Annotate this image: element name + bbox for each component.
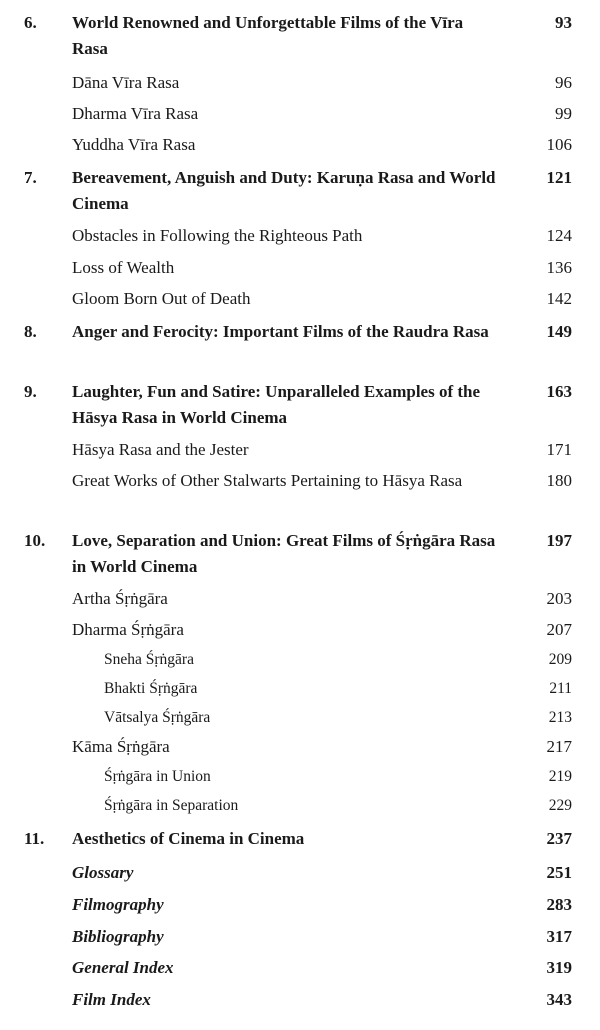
page-number: 124 [546,226,572,245]
section-title: Gloom Born Out of Death [72,289,251,308]
chapter-title: Love, Separation and Union: Great Films of Śṛṅgāra Rasa in World Cinema [72,531,496,576]
section-title: Loss of Wealth [72,258,175,277]
section-title: Kāma Śṛṅgāra [72,737,170,756]
page-number: 213 [548,709,572,726]
chapter-number: 10. [24,531,46,550]
page-number: 171 [546,440,572,459]
subsection-title: Śṛṅgāra in Union [104,768,211,785]
chapter-number: 7. [24,168,37,187]
page-number: 211 [549,680,572,697]
back-matter-title: Bibliography [72,927,164,946]
page-number: 149 [546,322,572,341]
page-number: 163 [546,382,572,401]
chapter-title: World Renowned and Unforgettable Films of the Vīra Rasa [72,13,464,58]
page-number: 180 [546,471,572,490]
page-number: 99 [555,104,572,123]
chapter-number: 11. [24,829,45,848]
page-number: 136 [546,258,572,277]
section-title: Hāsya Rasa and the Jester [72,440,249,459]
section-title: Dharma Vīra Rasa [72,104,199,123]
page-number: 283 [546,895,572,914]
subsection-title: Bhakti Śṛṅgāra [104,680,198,697]
page-number: 121 [546,168,572,187]
back-matter-title: Filmography [72,895,164,914]
chapter-title: Laughter, Fun and Satire: Unparalleled Examples of the Hāsya Rasa in World Cinema [72,382,481,427]
section-title: Dharma Śṛṅgāra [72,620,184,639]
page-number: 343 [546,990,572,1009]
page-number: 217 [546,737,572,756]
chapter-number: 6. [24,13,37,32]
page-number: 142 [546,289,572,308]
section-title: Obstacles in Following the Righteous Path [72,226,363,245]
section-title: Great Works of Other Stalwarts Pertaining to Hāsya Rasa [72,471,463,490]
chapter-number: 8. [24,322,37,341]
back-matter-title: Glossary [72,863,134,882]
page-number: 203 [546,589,572,608]
page-number: 197 [546,531,572,550]
page-number: 96 [555,73,572,92]
back-matter-title: Film Index [72,990,151,1009]
chapter-title: Aesthetics of Cinema in Cinema [72,829,305,848]
subsection-title: Vātsalya Śṛṅgāra [104,709,211,726]
section-title: Yuddha Vīra Rasa [72,135,196,154]
back-matter-title: General Index [72,958,174,977]
page-number: 251 [546,863,572,882]
subsection-title: Śṛṅgāra in Separation [104,797,239,814]
page-number: 319 [546,958,572,977]
chapter-title: Bereavement, Anguish and Duty: Karuṇa Rasa and World Cinema [72,168,496,213]
subsection-title: Sneha Śṛṅgāra [104,651,194,668]
page-number: 219 [548,768,572,785]
page-number: 209 [548,651,572,668]
page-number: 237 [546,829,572,848]
page-number: 207 [546,620,572,639]
page-number: 106 [546,135,572,154]
chapter-title: Anger and Ferocity: Important Films of the Raudra Rasa [72,322,489,341]
chapter-number: 9. [24,382,37,401]
section-title: Dāna Vīra Rasa [72,73,180,92]
page-number: 93 [555,13,572,32]
page-number: 229 [548,797,572,814]
page-number: 317 [546,927,572,946]
section-title: Artha Śṛṅgāra [72,589,168,608]
